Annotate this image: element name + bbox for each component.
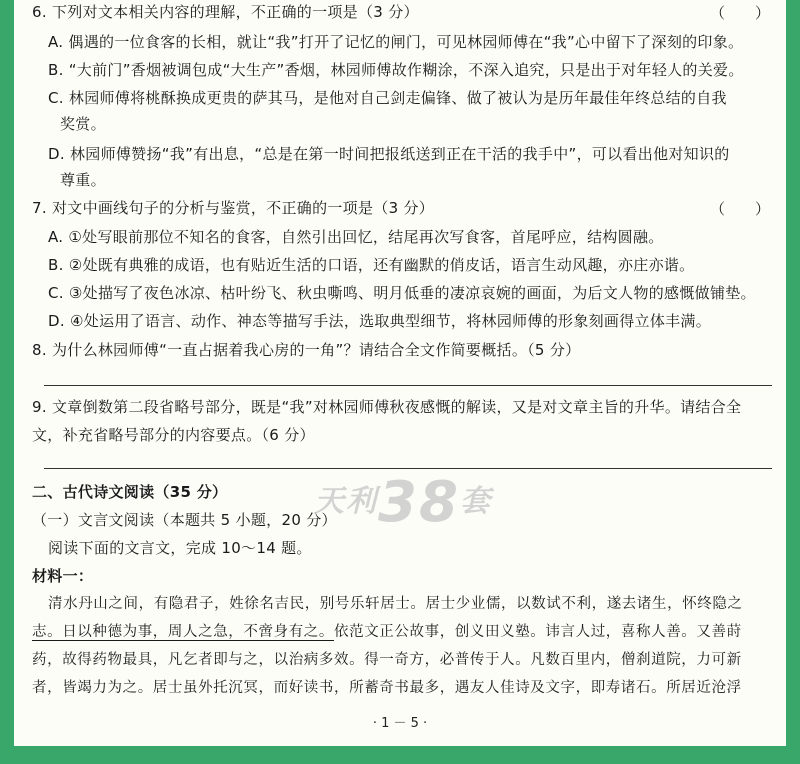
q6-option-d-cont: 尊重。 (60, 171, 106, 189)
q7-stem: 7. 对文中画线句子的分析与鉴赏，不正确的一项是（3 分） (32, 199, 435, 217)
q9-stem: 9. 文章倒数第二段省略号部分，既是“我”对林园师傅秋夜感慨的解读，又是对文章主旨的升华。请结合全 (32, 398, 742, 416)
q6-answer-bracket: （ ） (709, 4, 770, 22)
q6-option-a: A. 偶遇的一位食客的长相，就让“我”打开了记忆的闸门，可见林园师傅在“我”心中留下了深刻的印象。 (48, 33, 744, 51)
q7-option-a: A. ①处写眼前那位不知名的食客，自然引出回忆，结尾再次写食客，首尾呼应，结构圆融。 (48, 228, 664, 246)
q7-option-c: C. ③处描写了夜色冰凉、枯叶纷飞、秋虫嘶鸣、明月低垂的凄凉哀婉的画面，为后文人物的感慨做铺垫。 (48, 284, 756, 302)
q9-stem-cont: 文，补充省略号部分的内容要点。（6 分） (32, 426, 315, 444)
q6-option-c: C. 林园师傅将桃酥换成更贵的萨其马，是他对自己剑走偏锋、做了被认为是历年最佳年终总结的自我 (48, 89, 727, 107)
watermark-logo: 天利38套 (314, 470, 492, 535)
q6-option-c-cont: 奖赏。 (60, 115, 106, 133)
passage-line-3: 药，故得药物最具，凡乞者即与之，以治病多效。得一奇方，必普传于人。凡数百里内，僧刹道院，力可新 (32, 652, 742, 668)
page-number: · 1 － 5 · (372, 716, 428, 731)
section-heading: 二、古代诗文阅读（35 分） (32, 483, 228, 501)
q7-option-b: B. ②处既有典雅的成语，也有贴近生活的口语，还有幽默的俏皮话，语言生动风趣，亦庄亦谐。 (48, 256, 695, 274)
subsection-heading: （一）文言文阅读（本题共 5 小题，20 分） (32, 511, 337, 529)
q8-answer-line (44, 385, 772, 386)
passage-line-1: 清水丹山之间，有隐君子，姓徐名吉民，别号乐轩居士。居士少业儒，以数试不利，遂去诸生，怀终隐之 (48, 596, 743, 612)
q6-option-b: B. “大前门”香烟被调包成“大生产”香烟，林园师傅故作糊涂，不深入追究，只是出于对年轻人的关爱。 (48, 61, 744, 79)
passage-line-4: 者，皆竭力为之。居士虽外托沉冥，而好读书，所蓄奇书最多，遇友人佳诗及文字，即寿诸石。所居近沧浮 (32, 680, 742, 696)
q7-option-d: D. ④处运用了语言、动作、神态等描写手法，选取典型细节，将林园师傅的形象刻画得立体丰满。 (48, 312, 712, 330)
passage-underlined: 志。日以种德为事，周人之急，不啻身有之。 (32, 624, 334, 640)
q8-stem: 8. 为什么林园师傅“一直占据着我心房的一角”？请结合全文作简要概括。（5 分） (32, 341, 581, 359)
material-label: 材料一： (32, 567, 94, 585)
instruction: 阅读下面的文言文，完成 10～14 题。 (48, 539, 312, 557)
q9-answer-line (44, 468, 772, 469)
q6-option-d: D. 林园师傅赞扬“我”有出息，“总是在第一时间把报纸送到正在干活的我手中”，可以看出他对知识的 (48, 145, 730, 163)
exam-page (14, 0, 786, 746)
passage-line-2: 志。日以种德为事，周人之急，不啻身有之。依范文正公故事，创义田义塾。讳言人过，喜称人善。又善莳 (32, 624, 742, 640)
q7-answer-bracket: （ ） (709, 200, 770, 218)
q6-stem: 6. 下列对文本相关内容的理解，不正确的一项是（3 分） (32, 3, 419, 21)
